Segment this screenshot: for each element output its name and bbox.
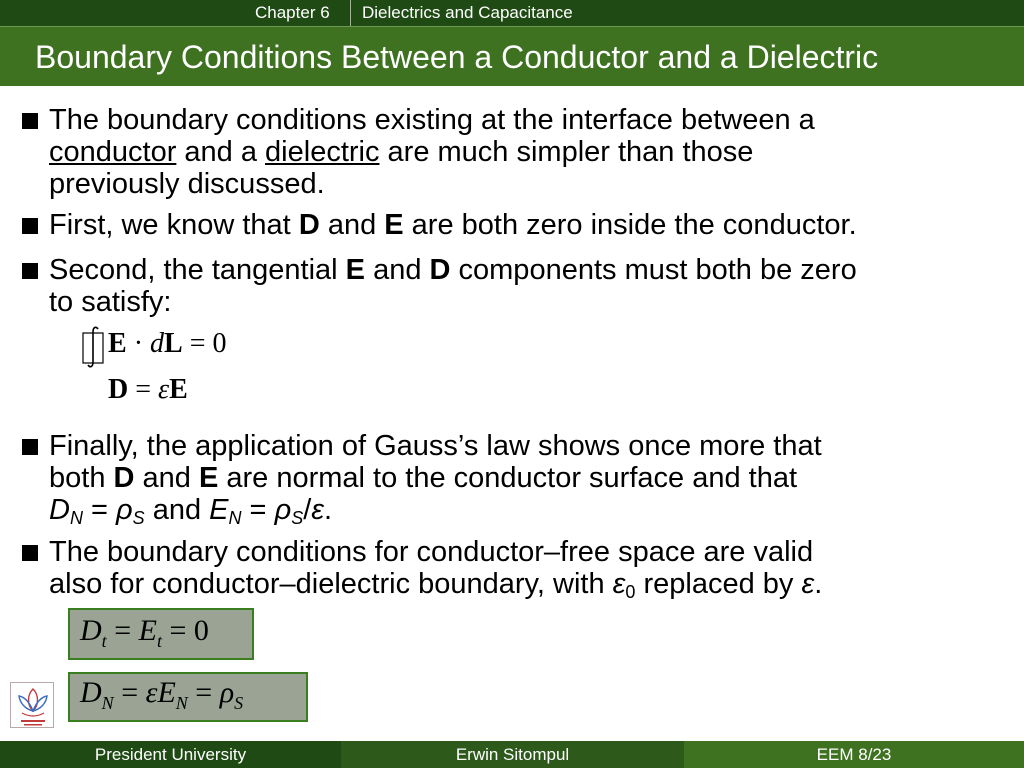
term-dielectric: dielectric bbox=[265, 136, 380, 168]
sub-S: S bbox=[132, 508, 145, 528]
title-bar bbox=[0, 26, 1024, 86]
bullet-3-line2: to satisfy: bbox=[49, 286, 172, 318]
symbol-D: D bbox=[298, 209, 320, 241]
bullet-3-text bbox=[49, 254, 1019, 318]
symbol-rho: ρ bbox=[116, 494, 133, 526]
box2-sub-N: N bbox=[175, 693, 188, 713]
box1-equals: = bbox=[106, 614, 139, 647]
bullet-2-and: and bbox=[319, 209, 385, 241]
box1-D: D bbox=[80, 614, 102, 647]
symbol-epsilon: ε bbox=[311, 494, 325, 526]
bullet-1-rest: are much simpler than those bbox=[379, 136, 754, 168]
equals: = bbox=[82, 494, 117, 526]
eq1-L: L bbox=[164, 328, 183, 359]
bullet-square-icon bbox=[22, 439, 38, 455]
bullet-4-rest: are normal to the conductor surface and that bbox=[218, 462, 798, 494]
bullet-1-text bbox=[49, 104, 1019, 200]
equation-normal bbox=[80, 676, 243, 714]
symbol-E: E bbox=[384, 209, 404, 241]
equals: = bbox=[241, 494, 275, 526]
bullet-square-icon bbox=[22, 218, 38, 234]
bullet-5-line2: also for conductor–dielectric boundary, with bbox=[49, 568, 613, 600]
period: . bbox=[814, 568, 823, 600]
bullet-5-mid: replaced by bbox=[635, 568, 802, 600]
eq1-rest: = 0 bbox=[182, 328, 227, 359]
top-bar bbox=[0, 0, 1024, 26]
bullet-4-and: and bbox=[134, 462, 199, 494]
box2-sub-N: N bbox=[101, 693, 114, 713]
symbol-E: E bbox=[198, 462, 219, 494]
box2-epsilon: ε bbox=[145, 676, 158, 709]
bullet-square-icon bbox=[22, 263, 38, 279]
box2-E: E bbox=[157, 676, 176, 709]
eq2-E: E bbox=[169, 374, 188, 405]
symbol-D: D bbox=[113, 462, 135, 494]
bullet-1-line3: previously discussed. bbox=[49, 168, 325, 200]
lotus-logo-icon bbox=[11, 683, 55, 729]
footer-institution: President University bbox=[0, 741, 341, 768]
slash: / bbox=[303, 494, 312, 526]
symbol-epsilon0: ε bbox=[612, 568, 626, 600]
bullet-3-and: and bbox=[365, 254, 430, 286]
eq1-E: E bbox=[108, 328, 127, 359]
symbol-E: E bbox=[345, 254, 366, 286]
bullet-4-both: both bbox=[49, 462, 114, 494]
box1-sub-t: t bbox=[101, 631, 107, 651]
bullet-3-post: components must both be zero bbox=[450, 254, 857, 286]
symbol-DN: D bbox=[49, 494, 70, 526]
symbol-rho: ρ bbox=[274, 494, 292, 526]
equation-D-eps-E bbox=[108, 374, 188, 406]
box2-equals: = bbox=[113, 676, 146, 709]
sub-S: S bbox=[291, 508, 304, 528]
term-conductor: conductor bbox=[49, 136, 177, 168]
equation-tangential bbox=[80, 614, 209, 652]
bullet-square-icon bbox=[22, 545, 38, 561]
footer-author: Erwin Sitompul bbox=[341, 741, 684, 768]
bullet-3-pre: Second, the tangential bbox=[49, 254, 346, 286]
symbol-D: D bbox=[429, 254, 451, 286]
slide-title: Boundary Conditions Between a Conductor and a Dielectric bbox=[35, 39, 879, 75]
equation-line-integral bbox=[108, 328, 227, 360]
box2-rho: ρ bbox=[219, 676, 235, 709]
box1-E: E bbox=[138, 614, 157, 647]
bullet-5-text bbox=[49, 536, 1019, 608]
bullet-5-line1: The boundary conditions for conductor–free space are valid bbox=[49, 536, 814, 568]
bullet-2-text bbox=[49, 209, 1019, 241]
period: . bbox=[324, 494, 333, 526]
bullet-1-line1: The boundary conditions existing at the interface between a bbox=[49, 104, 815, 136]
symbol-epsilon: ε bbox=[801, 568, 815, 600]
eq2-equals: = bbox=[128, 374, 159, 405]
bullet-4-and2: and bbox=[144, 494, 210, 526]
box2-equals: = bbox=[187, 676, 220, 709]
bullet-square-icon bbox=[22, 113, 38, 129]
sub-0: 0 bbox=[625, 582, 636, 602]
box2-sub-S: S bbox=[234, 693, 244, 713]
bullet-4-text bbox=[49, 430, 1019, 534]
sub-N: N bbox=[228, 508, 242, 528]
bullet-2-post: are both zero inside the conductor. bbox=[403, 209, 857, 241]
university-logo bbox=[10, 682, 54, 728]
box2-D: D bbox=[80, 676, 102, 709]
bullet-1-and: and a bbox=[176, 136, 266, 168]
footer-bar bbox=[0, 741, 1024, 768]
box1-equals-zero: = 0 bbox=[161, 614, 209, 647]
eq1-d: d bbox=[150, 328, 165, 359]
eq2-D: D bbox=[108, 374, 129, 405]
closed-line-integral-icon bbox=[80, 326, 106, 368]
box1-sub-t: t bbox=[156, 631, 162, 651]
chapter-label: Chapter 6 bbox=[255, 3, 330, 22]
bullet-2-pre: First, we know that bbox=[49, 209, 299, 241]
symbol-EN: E bbox=[209, 494, 229, 526]
eq1-dot: · bbox=[126, 328, 151, 359]
footer-slide-number: EEM 8/23 bbox=[684, 741, 1024, 768]
eq2-epsilon: ε bbox=[158, 374, 170, 405]
sub-N: N bbox=[69, 508, 83, 528]
bullet-4-line1: Finally, the application of Gauss’s law shows once more that bbox=[49, 430, 822, 462]
header-separator bbox=[350, 0, 351, 26]
topic-label: Dielectrics and Capacitance bbox=[362, 3, 573, 22]
